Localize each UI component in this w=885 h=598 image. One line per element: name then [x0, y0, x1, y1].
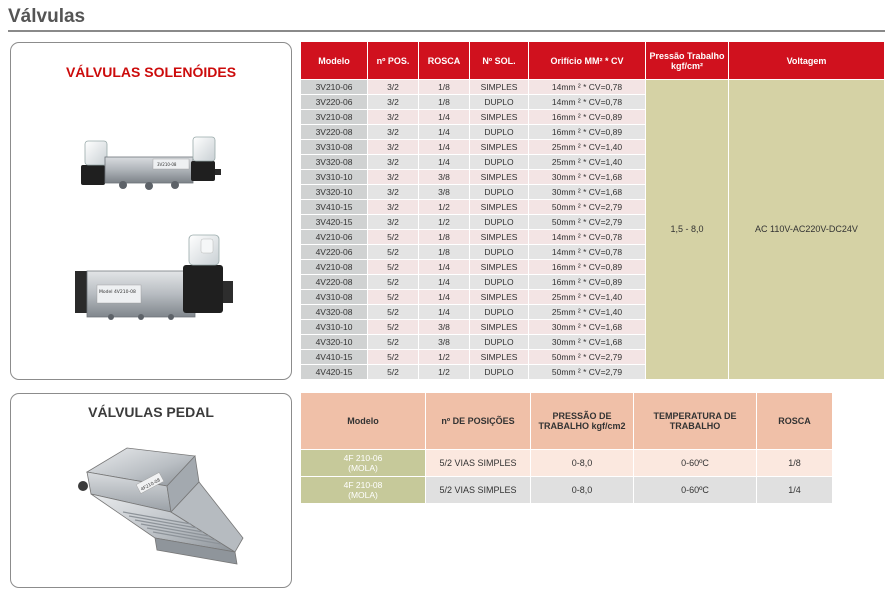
pedal-table-header [301, 393, 832, 449]
col-header-modelo: Modelo [301, 42, 367, 79]
cell-model: 3V420-15 [301, 215, 367, 229]
cell-thread: 1/4 [419, 275, 469, 289]
cell-thread: 1/4 [419, 305, 469, 319]
solenoid-valve-4v-image [71, 229, 249, 329]
cell-positions: 3/2 [368, 200, 418, 214]
cell-positions: 3/2 [368, 80, 418, 94]
pedal-col-header-thread: ROSCA [757, 393, 832, 449]
cell-thread: 1/8 [419, 95, 469, 109]
cell-positions: 5/2 [368, 230, 418, 244]
cell-positions: 3/2 [368, 140, 418, 154]
cell-positions: 5/2 [368, 350, 418, 364]
cell-positions: 3/2 [368, 170, 418, 184]
cell-orifice: 14mm ² * CV=0,78 [529, 245, 645, 259]
cell-thread: 3/8 [419, 170, 469, 184]
cell-thread: 3/8 [419, 185, 469, 199]
cell-orifice: 16mm ² * CV=0,89 [529, 260, 645, 274]
pedal-card-title: VÁLVULAS PEDAL [88, 404, 214, 420]
cell-solenoids: DUPLO [470, 215, 528, 229]
cell-model: 3V220-08 [301, 125, 367, 139]
cell-solenoids: SIMPLES [470, 230, 528, 244]
pedal-cell-model [301, 477, 425, 503]
cell-orifice: 30mm ² * CV=1,68 [529, 335, 645, 349]
cell-model: 4V420-15 [301, 365, 367, 379]
cell-orifice: 14mm ² * CV=0,78 [529, 80, 645, 94]
cell-model: 4V220-06 [301, 245, 367, 259]
cell-solenoids: SIMPLES [470, 140, 528, 154]
cell-model: 4V220-08 [301, 275, 367, 289]
cell-solenoids: DUPLO [470, 335, 528, 349]
cell-orifice: 30mm ² * CV=1,68 [529, 320, 645, 334]
cell-thread: 1/4 [419, 260, 469, 274]
pedal-cell-pressure: 0-8,0 [531, 450, 633, 476]
col-header-positions: nº POS. [368, 42, 418, 79]
solenoid-table-header [301, 42, 884, 79]
cell-positions: 3/2 [368, 185, 418, 199]
cell-thread: 1/4 [419, 125, 469, 139]
cell-positions: 3/2 [368, 155, 418, 169]
cell-orifice: 16mm ² * CV=0,89 [529, 110, 645, 124]
solenoid-valve-3v-image [73, 129, 233, 195]
cell-positions: 5/2 [368, 260, 418, 274]
pedal-model-note: (MOLA) [348, 463, 378, 473]
cell-orifice: 16mm ² * CV=0,89 [529, 125, 645, 139]
cell-positions: 5/2 [368, 320, 418, 334]
cell-orifice: 14mm ² * CV=0,78 [529, 230, 645, 244]
cell-solenoids: SIMPLES [470, 170, 528, 184]
cell-orifice: 50mm ² * CV=2,79 [529, 200, 645, 214]
solenoid-valves-card [10, 42, 292, 380]
col-header-pressure: Pressão Trabalho kgf/cm² [646, 42, 728, 79]
cell-thread: 1/2 [419, 215, 469, 229]
cell-orifice: 25mm ² * CV=1,40 [529, 290, 645, 304]
pedal-label: 4F210-08 [140, 478, 162, 493]
cell-model: 3V220-06 [301, 95, 367, 109]
title-divider [8, 30, 885, 32]
cell-positions: 3/2 [368, 110, 418, 124]
pedal-model-name: 4F 210-08 [343, 480, 383, 490]
cell-orifice: 16mm ² * CV=0,89 [529, 275, 645, 289]
pedal-cell-model [301, 450, 425, 476]
sol-bottom-label: Model 4V210-08 [99, 290, 136, 295]
cell-model: 4V210-06 [301, 230, 367, 244]
cell-solenoids: SIMPLES [470, 320, 528, 334]
cell-pressure-range: 1,5 - 8,0 [646, 80, 728, 379]
cell-model: 4V410-15 [301, 350, 367, 364]
cell-solenoids: SIMPLES [470, 260, 528, 274]
pedal-col-header-pressure: PRESSÃO DE TRABALHO kgf/cm2 [531, 393, 633, 449]
cell-solenoids: DUPLO [470, 275, 528, 289]
cell-orifice: 25mm ² * CV=1,40 [529, 140, 645, 154]
col-header-solenoids: Nº SOL. [470, 42, 528, 79]
cell-solenoids: DUPLO [470, 305, 528, 319]
cell-model: 3V310-08 [301, 140, 367, 154]
solenoid-card-title: VÁLVULAS SOLENÓIDES [65, 64, 237, 80]
sol-top-label: 3V210-08 [157, 162, 177, 167]
cell-solenoids: DUPLO [470, 95, 528, 109]
cell-solenoids: DUPLO [470, 185, 528, 199]
cell-positions: 5/2 [368, 305, 418, 319]
table-row [301, 80, 884, 94]
cell-orifice: 50mm ² * CV=2,79 [529, 365, 645, 379]
cell-model: 3V210-06 [301, 80, 367, 94]
solenoid-specs-table [300, 41, 885, 380]
cell-model: 4V210-08 [301, 260, 367, 274]
cell-orifice: 50mm ² * CV=2,79 [529, 350, 645, 364]
cell-positions: 5/2 [368, 335, 418, 349]
pedal-valve-image [67, 442, 257, 576]
cell-model: 3V410-15 [301, 200, 367, 214]
cell-voltage: AC 110V-AC220V-DC24V [729, 80, 884, 379]
cell-thread: 1/4 [419, 140, 469, 154]
cell-orifice: 50mm ² * CV=2,79 [529, 215, 645, 229]
cell-thread: 1/8 [419, 230, 469, 244]
cell-model: 3V210-08 [301, 110, 367, 124]
pedal-cell-temperature: 0-60ºC [634, 450, 756, 476]
cell-thread: 1/2 [419, 200, 469, 214]
cell-solenoids: SIMPLES [470, 350, 528, 364]
page-title: Válvulas [8, 6, 86, 27]
pedal-model-note: (MOLA) [348, 490, 378, 500]
cell-positions: 5/2 [368, 245, 418, 259]
cell-thread: 1/8 [419, 80, 469, 94]
pedal-cell-positions: 5/2 VIAS SIMPLES [426, 477, 530, 503]
cell-thread: 1/2 [419, 365, 469, 379]
cell-thread: 1/8 [419, 245, 469, 259]
col-header-voltage: Voltagem [729, 42, 884, 79]
cell-thread: 1/4 [419, 155, 469, 169]
table-row [301, 477, 832, 503]
pedal-model-name: 4F 210-06 [343, 453, 383, 463]
cell-positions: 3/2 [368, 215, 418, 229]
cell-model: 3V310-10 [301, 170, 367, 184]
cell-orifice: 30mm ² * CV=1,68 [529, 185, 645, 199]
cell-thread: 3/8 [419, 335, 469, 349]
pedal-specs-table [300, 392, 833, 504]
pedal-valves-card [10, 393, 292, 588]
cell-solenoids: DUPLO [470, 245, 528, 259]
cell-solenoids: SIMPLES [470, 110, 528, 124]
cell-positions: 3/2 [368, 125, 418, 139]
pedal-cell-pressure: 0-8,0 [531, 477, 633, 503]
cell-model: 3V320-08 [301, 155, 367, 169]
col-header-thread: ROSCA [419, 42, 469, 79]
pedal-cell-thread: 1/4 [757, 477, 832, 503]
cell-thread: 1/2 [419, 350, 469, 364]
pedal-col-header-model: Modelo [301, 393, 425, 449]
cell-positions: 5/2 [368, 365, 418, 379]
cell-thread: 1/4 [419, 290, 469, 304]
cell-orifice: 25mm ² * CV=1,40 [529, 155, 645, 169]
pedal-cell-temperature: 0-60ºC [634, 477, 756, 503]
cell-orifice: 25mm ² * CV=1,40 [529, 305, 645, 319]
cell-model: 3V320-10 [301, 185, 367, 199]
pedal-cell-positions: 5/2 VIAS SIMPLES [426, 450, 530, 476]
cell-solenoids: SIMPLES [470, 290, 528, 304]
cell-model: 4V320-08 [301, 305, 367, 319]
cell-orifice: 14mm ² * CV=0,78 [529, 95, 645, 109]
cell-positions: 5/2 [368, 275, 418, 289]
cell-model: 4V310-08 [301, 290, 367, 304]
cell-positions: 3/2 [368, 95, 418, 109]
cell-model: 4V310-10 [301, 320, 367, 334]
cell-positions: 5/2 [368, 290, 418, 304]
cell-model: 4V320-10 [301, 335, 367, 349]
table-row [301, 450, 832, 476]
cell-solenoids: SIMPLES [470, 80, 528, 94]
cell-orifice: 30mm ² * CV=1,68 [529, 170, 645, 184]
pedal-cell-thread: 1/8 [757, 450, 832, 476]
cell-solenoids: DUPLO [470, 155, 528, 169]
pedal-col-header-temperature: TEMPERATURA DE TRABALHO [634, 393, 756, 449]
cell-thread: 1/4 [419, 110, 469, 124]
cell-solenoids: DUPLO [470, 365, 528, 379]
cell-thread: 3/8 [419, 320, 469, 334]
pedal-col-header-positions: nº DE POSIÇÕES [426, 393, 530, 449]
col-header-orifice: Orifício MM² * CV [529, 42, 645, 79]
cell-solenoids: DUPLO [470, 125, 528, 139]
cell-solenoids: SIMPLES [470, 200, 528, 214]
